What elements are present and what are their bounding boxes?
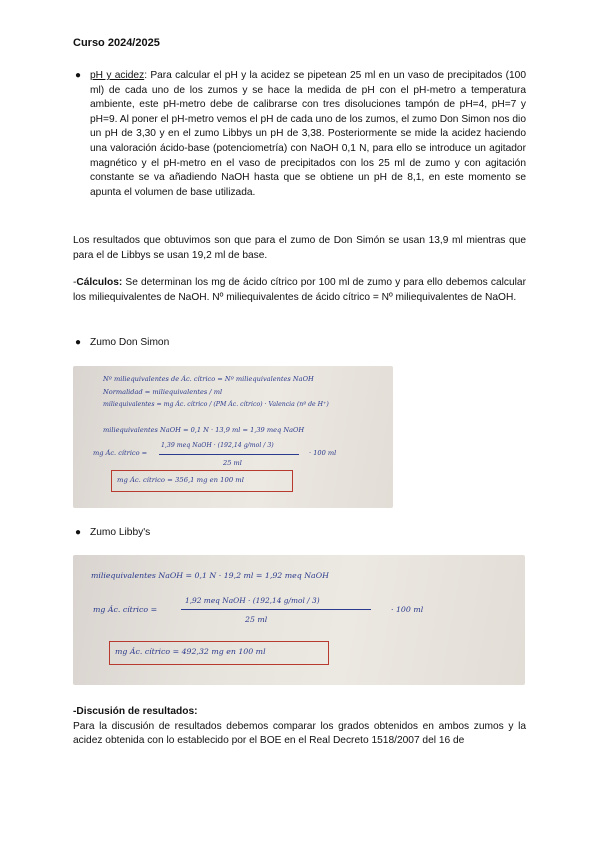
calculations-label: Cálculos:	[76, 277, 123, 288]
bullet-icon: ●	[75, 337, 82, 348]
course-header: Curso 2024/2025	[73, 37, 160, 49]
calculations-paragraph	[73, 276, 526, 305]
discussion-text: Para la discusión de resultados debemos comparar los grados obtenidos en ambos zumos y la acidez obtenida con lo establecido por el BOE en el Real Decreto 1518/2007 del 16 de	[73, 720, 526, 747]
discussion-prefix: -	[73, 706, 77, 717]
ph-acidity-label: pH y acidez	[90, 70, 145, 81]
handwritten-calc-don-simon	[73, 366, 393, 508]
bullet-don-simon-label: Zumo Don Simon	[90, 337, 170, 348]
hw-line: mg Ác. cítrico =	[93, 605, 158, 614]
bullet-libbys-label: Zumo Libby's	[90, 527, 151, 538]
hw-line: · 100 ml	[309, 449, 337, 457]
hw-line: miliequivalentes NaOH = 0,1 N · 19,2 ml = 1,92 meq NaOH	[91, 571, 329, 580]
hw-line: miliequivalentes = mg Ác. cítrico / (PM Ác. cítrico) · Valencia (nº de H⁺)	[103, 401, 329, 408]
hw-line: 25 ml	[245, 615, 268, 624]
fraction-bar	[181, 609, 371, 610]
results-paragraph: Los resultados que obtuvimos son que para el zumo de Don Simón se usan 13,9 ml mientras que para el de Libbys se usan 19,2 ml de base.	[73, 235, 526, 261]
ph-acidity-text: : Para calcular el pH y la acidez se pipetean 25 ml en un vaso de precipitados (100 ml) de cada uno de los zumos y se hace la medida de pH con el pH-metro a temperatura ambiente, este pH-metro debe de calibrarse con tres disoluciones tampón de pH=4, pH=7 y pH=9. Al poner el pH-metro vemos el pH de cada uno de los zumos, el zumo Don Simon nos dio un pH de 3,30 y en el zumo Libbys un pH de 3,38. Posteriormente se mide la acidez haciendo una valoración ácido-base (potenciometría) con NaOH 0,1 N, para ello se introduce un agitador magnético y el pH-metro en el vaso de precipitados con los 25 ml de zumo y con agitación constante se va añadiendo NaOH hasta que se obtiene un pH de 8,1, en este momento se apunta el volumen de base utilizada.	[90, 70, 526, 198]
bullet-libbys	[75, 527, 151, 538]
handwritten-calc-libbys	[73, 555, 525, 685]
fraction-bar	[159, 454, 299, 455]
calculations-text: Se determinan los mg de ácido cítrico por 100 ml de zumo y para ello debemos calcular los miliequivalentes de NaOH. Nº miliequivalentes de ácido cítrico = Nº miliequivalentes de NaOH.	[73, 277, 526, 303]
bullet-icon: ●	[75, 70, 82, 81]
ph-acidity-paragraph	[75, 69, 526, 200]
discussion-heading: Discusión de resultados:	[76, 706, 198, 717]
bullet-don-simon	[75, 337, 170, 348]
hw-line: miliequivalentes NaOH = 0,1 N · 13,9 ml = 1,39 meq NaOH	[103, 426, 305, 434]
hw-line: 25 ml	[223, 459, 242, 467]
hw-result: mg Ác. cítrico = 356,1 mg en 100 ml	[117, 476, 244, 484]
hw-line: · 100 ml	[391, 605, 424, 614]
calculations-prefix: -	[73, 277, 77, 288]
discussion-paragraph	[73, 705, 526, 749]
hw-line: 1,39 meq NaOH · (192,14 g/mol / 3)	[161, 442, 274, 449]
bullet-icon: ●	[75, 527, 82, 538]
hw-line: 1,92 meq NaOH · (192,14 g/mol / 3)	[185, 596, 320, 605]
hw-line: Nº miliequivalentes de Ác. cítrico = Nº miliequivalentes NaOH	[103, 375, 314, 383]
hw-line: Normalidad = miliequivalentes / ml	[103, 388, 223, 396]
hw-result: mg Ác. cítrico = 492,32 mg en 100 ml	[115, 647, 266, 656]
hw-line: mg Ác. cítrico =	[93, 449, 148, 457]
